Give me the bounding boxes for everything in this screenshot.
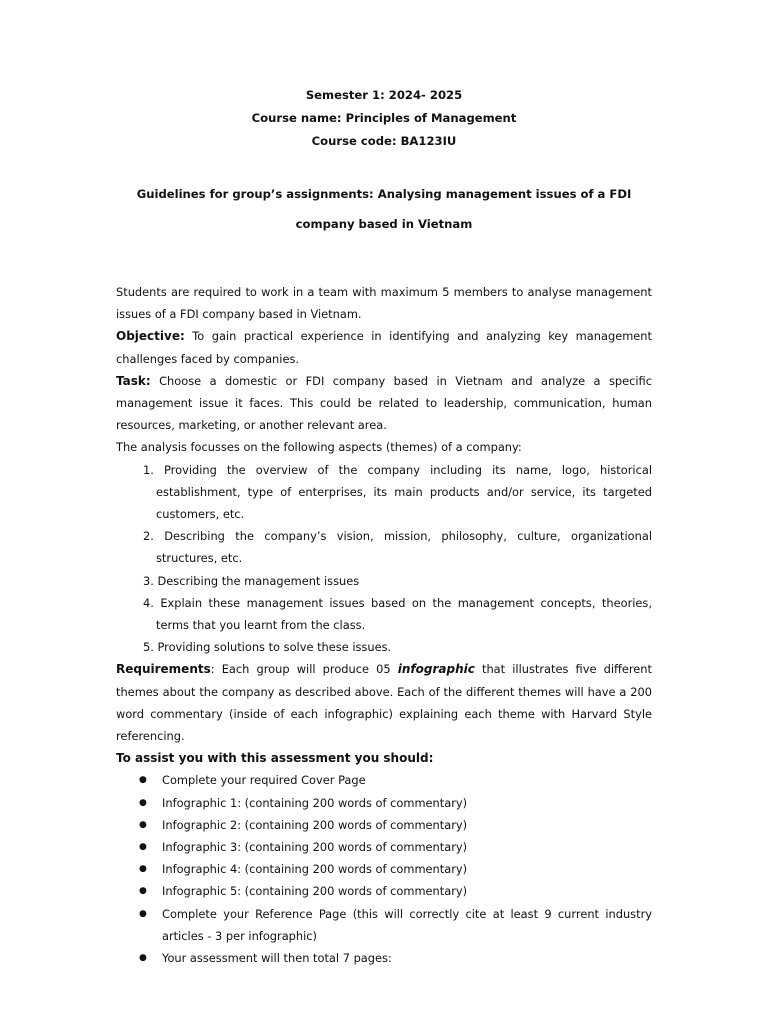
assist-item-text: Infographic 2: (containing 200 words of commentary) (162, 817, 468, 832)
guidelines-title: Guidelines for group’s assignments: Analysing management issues of a FDI company based in Vietnam (136, 187, 632, 231)
assist-item-text: Infographic 3: (containing 200 words of commentary) (162, 840, 468, 855)
list-item (116, 947, 652, 969)
document-header (0, 86, 768, 155)
list-item (116, 769, 652, 791)
bullet-icon: ● (139, 842, 147, 853)
bullet-icon: ● (139, 819, 147, 830)
document-body (116, 281, 652, 969)
objective-label: Objective: (116, 329, 185, 344)
list-item: 1. Providing the overview of the company including its name, logo, historical establishment, type of enterprises, its main products and/or service, its targeted customers, etc. (143, 462, 652, 522)
list-item: 3. Describing the management issues (143, 573, 360, 588)
task-paragraph (116, 370, 652, 437)
semester-line: Semester 1: 2024- 2025 (305, 88, 463, 102)
list-item (116, 880, 652, 902)
objective-paragraph (116, 325, 652, 369)
task-label: Task: (116, 373, 151, 388)
list-item (116, 903, 652, 947)
assist-item-text: Infographic 4: (containing 200 words of commentary) (162, 862, 468, 877)
requirements-text-after: that illustrates five different themes about the company as described above. Each of the different themes will have a 200 word commentary (inside of each infographic) explaining each theme with Harvard Style referencing. (116, 662, 652, 744)
bullet-icon: ● (139, 886, 147, 897)
assist-item-text: Your assessment will then total 7 pages: (162, 951, 392, 966)
list-item: 2. Describing the company’s vision, mission, philosophy, culture, organizational structures, etc. (143, 529, 652, 566)
course-name-line: Course name: Principles of Management (251, 111, 517, 125)
analysis-intro: The analysis focusses on the following aspects (themes) of a company: (116, 440, 522, 455)
bullet-icon: ● (139, 797, 147, 808)
list-item: 4. Explain these management issues based on the management concepts, theories, terms that you learnt from the class. (143, 595, 652, 633)
requirements-emphasis: infographic (397, 662, 475, 677)
list-item (116, 792, 652, 814)
task-text: Choose a domestic or FDI company based in Vietnam and analyze a specific management issue it faces. This could be related to leadership, communication, human resources, marketing, or another relevant area. (116, 373, 652, 433)
themes-list (116, 459, 652, 659)
bullet-icon: ● (139, 908, 147, 919)
list-item (116, 858, 652, 880)
list-item: 5. Providing solutions to solve these issues. (143, 640, 392, 655)
list-item (116, 836, 652, 858)
intro-paragraph: Students are required to work in a team with maximum 5 members to analyse management issues of a FDI company based in Vietnam. (116, 285, 652, 322)
requirements-paragraph (116, 658, 652, 747)
assist-list (116, 769, 652, 969)
assist-item-text: Complete your Reference Page (this will correctly cite at least 9 current industry articles - 3 per infographic) (162, 906, 652, 943)
requirements-text-before: : Each group will produce 05 (210, 662, 398, 677)
bullet-icon: ● (139, 953, 147, 964)
assist-heading: To assist you with this assessment you should: (116, 751, 434, 766)
assist-item-text: Complete your required Cover Page (162, 773, 366, 788)
assist-item-text: Infographic 5: (containing 200 words of commentary) (162, 884, 468, 899)
course-code-line: Course code: BA123IU (311, 134, 457, 148)
list-item (116, 814, 652, 836)
objective-text: To gain practical experience in identifying and analyzing key management challenges faced by companies. (116, 329, 652, 366)
bullet-icon: ● (139, 775, 147, 786)
assist-item-text: Infographic 1: (containing 200 words of commentary) (162, 795, 468, 810)
requirements-label: Requirements (116, 662, 211, 677)
bullet-icon: ● (139, 864, 147, 875)
